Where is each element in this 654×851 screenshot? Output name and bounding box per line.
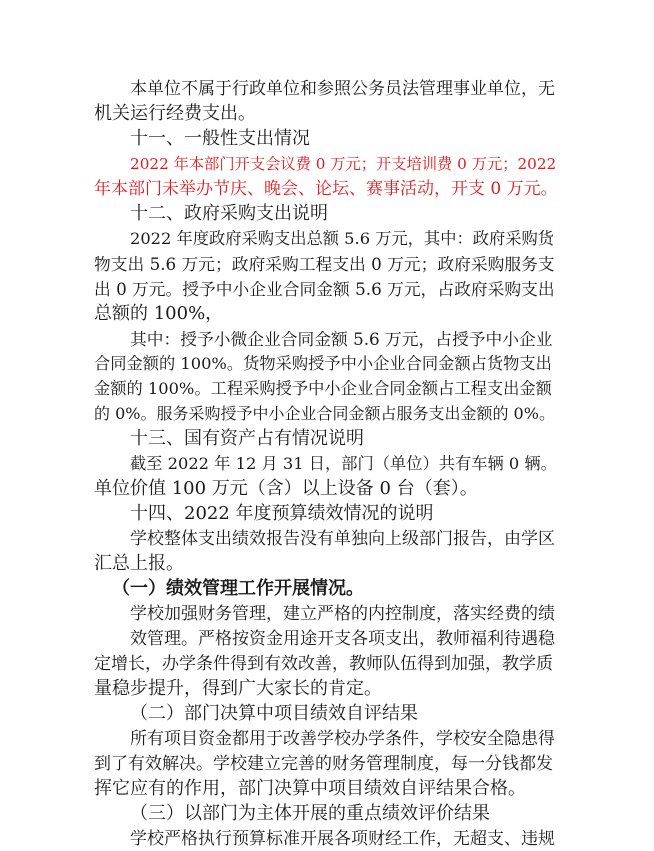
section-heading: 十一、一般性支出情况	[130, 128, 310, 149]
paragraph-line: 出 0 万元。授予中小企业合同金额 5.6 万元，占政府采购支出	[94, 279, 555, 299]
paragraph-line: 到了有效解决。学校建立完善的财务管理制度，每一分钱都发	[94, 754, 553, 774]
section-heading: 十三、国有资产占有情况说明	[130, 428, 364, 449]
paragraph-line: 学校整体支出绩效报告没有单独向上级部门报告，由学区	[130, 529, 555, 549]
paragraph-line: 定增长，办学条件得到有效改善，教师队伍得到加强，教学质	[94, 654, 553, 674]
paragraph-line: 合同金额的 100%。货物采购授予中小企业合同金额占货物支出	[94, 354, 552, 373]
paragraph-line: 机关运行经费支出。	[94, 103, 256, 124]
paragraph-line: 截至 2022 年 12 月 31 日，部门（单位）共有车辆 0 辆。	[130, 454, 557, 473]
paragraph-line: 汇总上报。	[94, 553, 184, 574]
paragraph-line: 挥它应有的作用，部门决算中项目绩效自评结果合格。	[94, 778, 526, 799]
paragraph-line: 效管理。严格按资金用途开支各项支出，教师福利待遇稳	[130, 629, 555, 649]
subsection-heading: （一）绩效管理工作开展情况。	[112, 578, 364, 599]
subsection-heading: （二）部门决算中项目绩效自评结果	[130, 703, 418, 724]
paragraph-line: 单位价值 100 万元（含）以上设备 0 台（套）。	[94, 478, 478, 499]
paragraph-line: 2022 年度政府采购支出总额 5.6 万元，其中：政府采购货	[130, 229, 554, 248]
paragraph-line: 物支出 5.6 万元；政府采购工程支出 0 万元；政府采购服务支	[94, 254, 555, 274]
subsection-heading: （三）以部门为主体开展的重点绩效评价结果	[130, 803, 490, 824]
paragraph-line: 总额的 100%，	[94, 303, 224, 324]
paragraph-line: 金额的 100%。工程采购授予中小企业合同金额占工程支出金额	[94, 379, 552, 398]
section-heading: 十四、2022 年度预算绩效情况的说明	[130, 503, 434, 524]
paragraph-line: 其中：授予小微企业合同金额 5.6 万元，占授予中小企业	[130, 329, 553, 349]
paragraph-line: 学校严格执行预算标准开展各项财经工作，无超支、违规	[130, 829, 555, 849]
paragraph-line: 的 0%。服务采购授予中小企业合同金额占服务支出金额的 0%。	[94, 404, 555, 423]
section-heading: 十二、政府采购支出说明	[130, 203, 328, 224]
paragraph-line: 所有项目资金都用于改善学校办学条件，学校安全隐患得	[130, 729, 555, 749]
paragraph-line: 本单位不属于行政单位和参照公务员法管理事业单位，无	[130, 79, 555, 99]
paragraph-line: 量稳步提升，得到广大家长的肯定。	[94, 678, 382, 699]
highlighted-paragraph-line: 年本部门未举办节庆、晚会、论坛、赛事活动，开支 0 万元。	[94, 179, 558, 199]
paragraph-line: 学校加强财务管理，建立严格的内控制度，落实经费的绩	[130, 604, 555, 624]
highlighted-paragraph-line: 2022 年本部门开支会议费 0 万元；开支培训费 0 万元；2022	[130, 155, 557, 173]
